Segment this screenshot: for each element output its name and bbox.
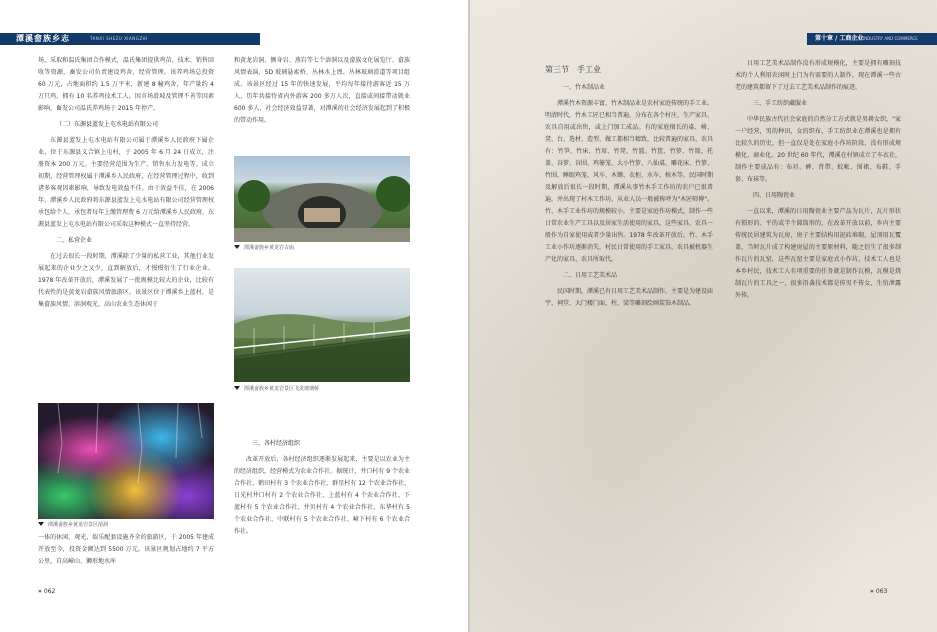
- right-page: [470, 0, 937, 632]
- paragraph: 一体的休闲、观光、娱乐配套设施齐全的旅游区，于 2005 年建成开放至今，投资金额达到 5500 万元。该景区规划占地约 7 平方公里，自高嶂山、狮形地水库: [38, 534, 214, 565]
- caption-cave: 潭溪畲族乡黄龙岩景区溶洞: [38, 521, 214, 529]
- double-chevron-icon: »: [38, 588, 40, 595]
- left-column-2-continued: [234, 434, 410, 538]
- book-subtitle: TANXI SHEZU XIANGZHI: [90, 36, 148, 41]
- subsection-heading: 四、日用陶瓷业: [753, 192, 796, 199]
- caption-marker-icon: [38, 522, 44, 526]
- right-footer: [870, 588, 887, 595]
- page-number: 063: [875, 588, 888, 595]
- subsection-heading: 三、手工纺织藏服业: [753, 100, 808, 107]
- left-page: [0, 0, 468, 632]
- right-column-1: [545, 58, 713, 310]
- paragraph: 东源县蓝发上屯水电站有限公司属于潭溪乡人民政府下属企业，位于东源县义合镇上屯村，于 2005 年 6 月 24 日成立，注册资本 200 万元。主要经营范围为生产、销售水力发电等。成立初期，经营管理权属于潭溪乡人民政府，在经营管理过程中，收到诸多客观因素影响，导致发电效益不佳。由于效益不佳，在 2006 年，潭溪乡人民政府将东源县蓝发上屯水电站有限公司经营管理权承包给个人，承包者每年上缴管理费 6 万元给潭溪乡人民政府，东源县蓝发上屯水电站有限公司采取这种模式一直坚持经营。: [38, 137, 214, 228]
- paragraph: 一直以来，潭溪的日用陶瓷业主要产品为瓦片，瓦片形状有锁形的、平的或半个圆筒形的，在改革开放以前，乡内主要传统民居建筑为瓦房，房子主要结构用泥砖堆砌，屋顶用瓦覆盖，当时瓦片成了构建房屋的主要原材料，随之衍生了很多制作瓦片的瓦窑，这些瓦窑主要是家庭式小作坊，技术工人也是本乡村民，技术工人有项重要的任务就是制作瓦模，瓦模是烧制瓦片的工具之一，很多沿袭技术都是传男不传女，生怕泄露外传。: [735, 208, 901, 299]
- caption-marker-icon: [234, 386, 240, 390]
- subsection-heading: 二、日用工艺美术品: [563, 272, 618, 279]
- subsection-heading: 三、各村经济组织: [252, 440, 301, 447]
- subsection-heading: （二）东源县蓝发上屯水电站有限公司: [56, 121, 159, 128]
- page-number: 062: [43, 588, 56, 595]
- subsection-heading: 一、竹木制品业: [563, 84, 606, 91]
- left-footer: [38, 588, 55, 595]
- paragraph: 改革开放后，各村经济组织逐渐发展起来，主要是以农业为主的经济组织，经营模式为农业合作社。据统计，井口村有 9 个农业合作社、鹤田村有 3 个农业合作社、群星村有 12 个农业合作社、日光村井口村有 2 个农业合作社、上蓝村有 4 个农业合作社、下蓝村有 5 个农业合作社、井贝村有 4 个农业合作社、东华村有 5 个农业合作社、中联村有 5 个农业合作社、嶂下村有 6 个农业合作社。: [234, 456, 410, 535]
- caption-marker-icon: [234, 245, 240, 249]
- subsection-heading: 二、私营企业: [56, 237, 93, 244]
- paragraph: 场，采取和温氏集团合作模式，温氏集团提供鸡苗、技术、销售回收等资源，畜发公司负责建设鸡舍、经营管理。该养鸡场总投资 60 万元，占地面积约 1.5 万平米，新建 8 幢鸡舍，年产量约 4 万只鸡，拥有 10 名养鸡技术工人。因市场滑坡及管理不善等因素影响，畜发公司温氏养鸡场于 2015 年停产。: [38, 57, 214, 112]
- cave-photo: [38, 403, 214, 519]
- bridge-photo: [234, 268, 410, 382]
- caption-bridge: 潭溪畲族乡黄龙岩景区飞龙玻璃桥: [234, 385, 410, 393]
- paragraph: 民国时期，潭溪已有日用工艺美术品制作，主要是为建设庙宇、祠堂、大门楼门面、柱、梁等雕刻绘画装饰木制品。: [545, 288, 714, 307]
- chapter-subtitle: INDUSTRY AND COMMERCE: [863, 36, 918, 41]
- right-column-2: [735, 58, 901, 302]
- left-column-1-continued: [38, 532, 214, 568]
- temple-photo: [234, 156, 410, 242]
- double-chevron-icon: »: [870, 588, 872, 595]
- right-running-header: [807, 33, 937, 45]
- paragraph: 和黄龙岩洞、侧身岩、燕岩等七个溶洞以及畲族文化展览厅、畲族风情表演、5D 玻璃悬索桥、丛林水上漂、丛林玻璃滑道等项目组成。该景区经过 15 年的快速发展，平均每年接待游客近 15 万人，历年共接待省内外游客 200 多万人次，直接或间接带动就业 600 多人，社会经济效益显著，对潭溪的社会经济发展起到了积极的带动作用。: [234, 57, 410, 124]
- paragraph: 中华民族古代社会家庭的自然分工方式就是男耕女织，"家一户经营，男的种田，女的织布，手工纺织业在潭溪也是拥有比较久的历史，但一直仅是处在家庭小作坊阶段，没有形成规模化、商业化。20 世纪 60 年代，潭溪在村镇成立了车衣社，制作主要成品有：布衫、裤、背带、蚊帐、围裙、布鞋、手套、布袜等。: [735, 116, 901, 183]
- chapter-title: 第十章 / 工商企业: [815, 35, 864, 42]
- paragraph: 潭溪竹木资源丰富，竹木制品业是农村家庭传统的手工业。明清时代，竹木工匠已相当普遍，分布在各个村庄，生产家具、农具自用或出售，或上门加工成品。有的家庭擅长的桌、椅、凳、台、选材、造型、做工都相当精致，比较普遍的家具、农具有：竹笋、竹床、竹席、竹凳、竹篮、竹筐、竹箩、竹篾、托盖、谷箩、谷围、鸡篓笼、大小竹箩、八仙桌、雕花床、竹箩、竹围、睡眼鸡笼、风车、木锄、衣柜、水车、棺木等。民国时期及解放后很长一段时期，潭溪从事竹木手工作坊的农户已很普遍，并出现了村木工作坊，从业人员一般被称呼为"木匠师傅"。竹、木手工业作坊的规模较小，主要是家庭作坊模式，制作一些日常农业生产工具以及居家生活使用的家具，这些家具、农具一般作为自家使用或者少量出售。1978 年改革开放后，竹、木手工业小作坊逐渐消失，村民日常使用的手工家具、农具被机器生产化的家具、农具所取代。: [545, 100, 714, 263]
- left-column-2: [234, 55, 410, 127]
- left-running-header: [0, 33, 260, 45]
- paragraph: 在过去很长一段时期，潭溪除了少量的私营工业，其他行业发展起来的企业少之又少，直到解放后，才慢慢衍生了行业企业。1978 年改革开放后，潭溪发展了一批规模比较大的企业，比较有代表性的是黄龙岩畲族风情旅游区。该景区位于潭溪乡上蓝村，是集畲族风情、溶洞观光、高山农业生态休闲于: [38, 253, 214, 308]
- left-column-1: [38, 55, 214, 311]
- paragraph: 日用工艺美术品制作没有形成规模化，主要是拥有雕刻技术的个人利用农闲时上门为有需要的人制作，现在潭溪一些古老的建筑都留下了过去工艺美术品制作的痕迹。: [735, 60, 901, 91]
- book-title: 潭溪畲族乡志: [16, 34, 70, 43]
- section-title: 第三节 手工业: [545, 65, 601, 74]
- caption-temple: 潭溪畲族乡黄龙岩古庙: [234, 244, 410, 252]
